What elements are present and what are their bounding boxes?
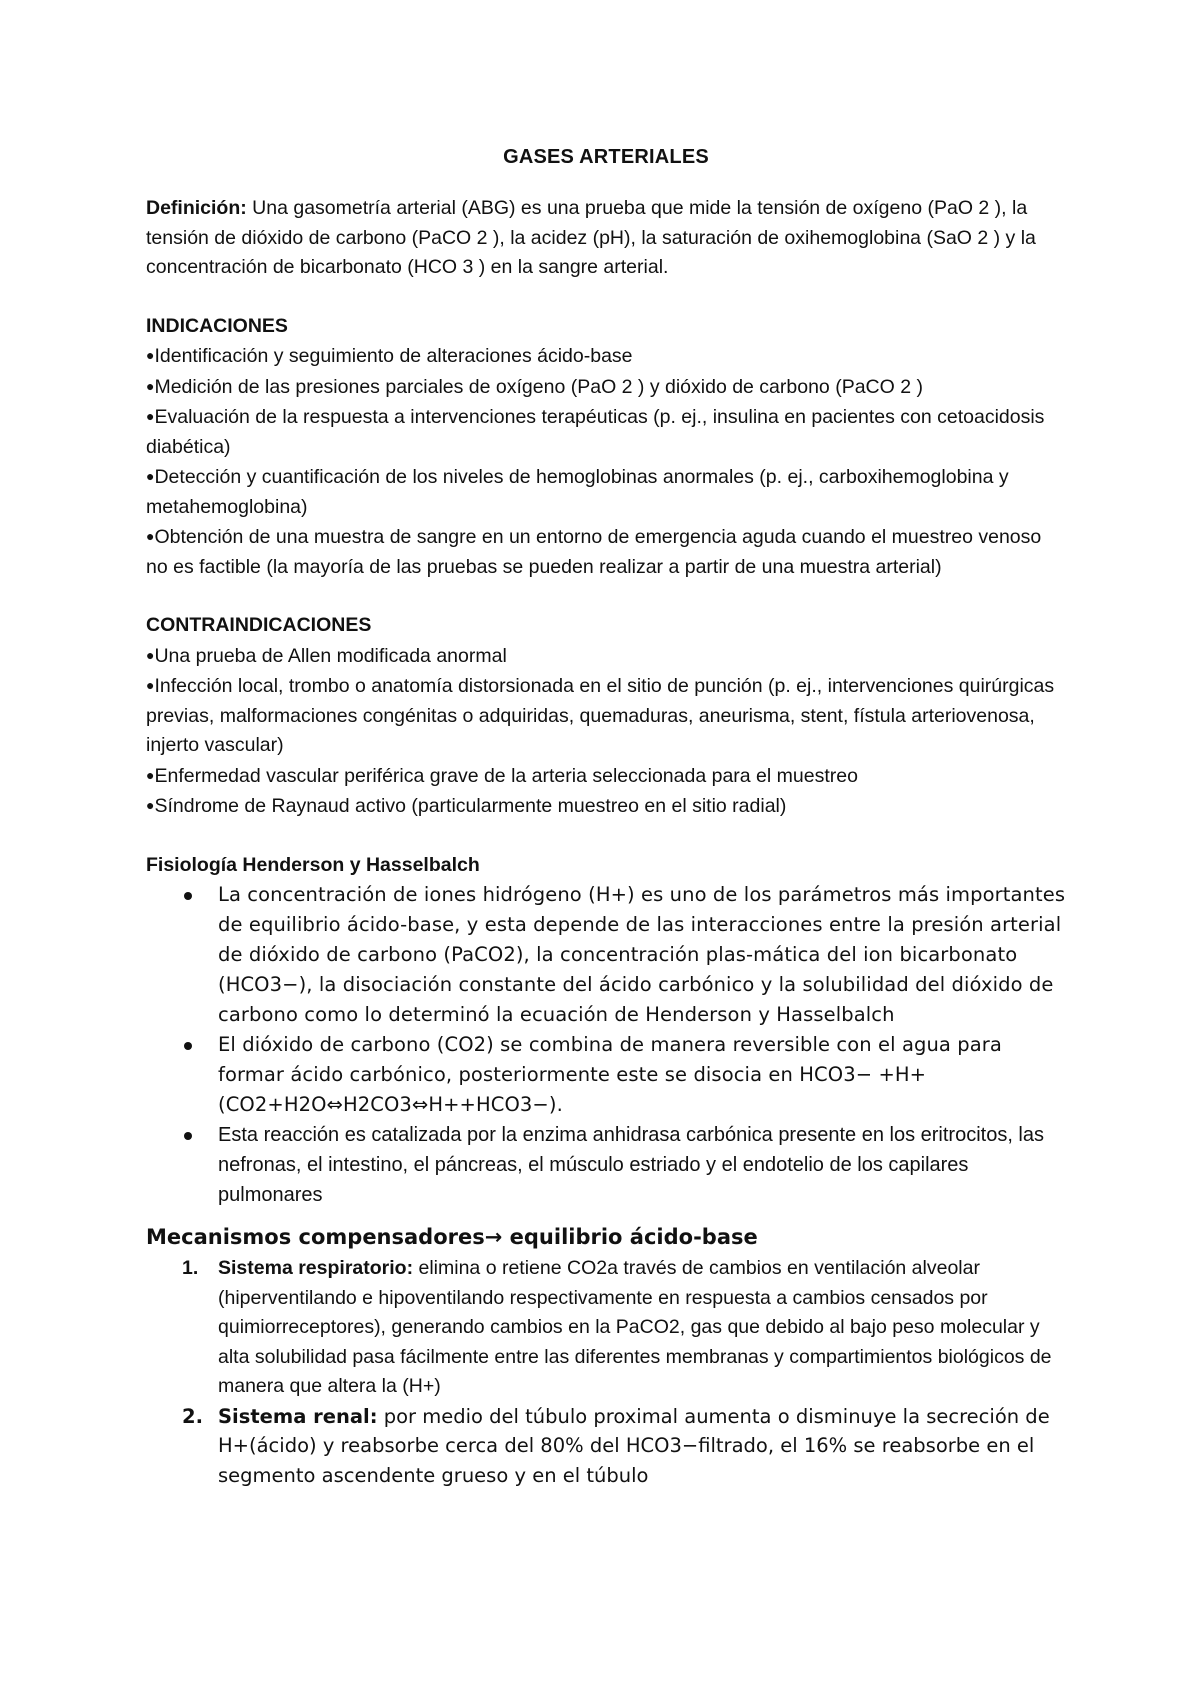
document-content xyxy=(146,142,1066,1490)
bullet-icon xyxy=(184,1132,192,1140)
bullet-icon: ● xyxy=(146,677,155,693)
item-label: Sistema renal: xyxy=(218,1404,378,1428)
spacer xyxy=(146,822,1066,851)
definition-label: Definición: xyxy=(146,197,247,219)
contraindicacion-item: ●Síndrome de Raynaud activo (particularmente muestreo en el sitio radial) xyxy=(146,795,787,817)
spacer xyxy=(146,283,1066,312)
indicacion-item: ●Evaluación de la respuesta a intervenciones terapéuticas (p. ej., insulina en pacientes con cetoacidosis diabética) xyxy=(146,406,1045,458)
list-number: 1. xyxy=(182,1257,199,1279)
contraindicacion-item: ●Enfermedad vascular periférica grave de la arteria seleccionada para el muestreo xyxy=(146,764,858,787)
indicacion-item: ●Medición de las presiones parciales de oxígeno (PaO 2 ) y dióxido de carbono (PaCO 2 ) xyxy=(146,375,923,398)
bullet-icon: ● xyxy=(146,646,155,663)
bullet-icon: ● xyxy=(146,528,155,544)
item-label: Sistema respiratorio: xyxy=(218,1257,414,1279)
list-number: 2. xyxy=(182,1404,203,1428)
list-item: 2. Sistema renal: por medio del túbulo proximal aumenta o disminuye la secreción de H+(ácido) y reabsorbe cerca del 80% del HCO3−filtrado, el 16% se reabsorbe en el segmento ascendente grueso y en el túbulo xyxy=(146,1402,1066,1491)
bullet-icon xyxy=(184,892,192,900)
bullet-icon: ● xyxy=(146,377,155,394)
indicaciones-heading: INDICACIONES xyxy=(146,314,288,337)
list-item: El dióxido de carbono (CO2) se combina de manera reversible con el agua para formar ácido carbónico, posteriormente este se disocia en HCO3− +H+(CO2+H2O⇔H2CO3⇔H++HCO3−). xyxy=(146,1030,1066,1120)
list-item: 1. Sistema respiratorio: elimina o retiene CO2a través de cambios en ventilación alveolar (hiperventilando e hipoventilando respectivamente en respuesta a cambios censados por quimiorreceptores), generando cambios en la PaCO2, gas que debido al bajo peso molecular y alta solubilidad pasa fácilmente entre las diferentes membranas y compartimientos biológicos de manera que altera la (H+) xyxy=(146,1254,1066,1402)
definition-text: Una gasometría arterial (ABG) es una prueba que mide la tensión de oxígeno (PaO 2 ), la tensión de dióxido de carbono (PaCO 2 ), la acidez (pH), la saturación de oxihemoglobina (SaO 2 ) y la concentración de bicarbonato (HCO 3 ) en la sangre arterial. xyxy=(146,197,1036,278)
list-item: Esta reacción es catalizada por la enzima anhidrasa carbónica presente en los eritrocitos, las nefronas, el intestino, el páncreas, el músculo estriado y el endotelio de los capilares pulmonares xyxy=(146,1120,1066,1210)
definition-paragraph xyxy=(146,194,1066,283)
bullet-icon: ● xyxy=(146,766,155,783)
indicacion-item: ●Identificación y seguimiento de alteraciones ácido-base xyxy=(146,345,633,367)
spacer xyxy=(146,582,1066,611)
contraindicaciones-heading: CONTRAINDICACIONES xyxy=(146,614,372,636)
page-title: GASES ARTERIALES xyxy=(503,146,709,168)
fisiologia-list xyxy=(146,880,1066,1210)
bullet-icon: ● xyxy=(146,347,155,363)
indicacion-item: ●Obtención de una muestra de sangre en un entorno de emergencia aguda cuando el muestreo venoso no es factible (la mayoría de las pruebas se pueden realizar a partir de una muestra arterial) xyxy=(146,526,1042,578)
bullet-icon: ● xyxy=(146,408,155,424)
mecanismos-heading: Mecanismos compensadores→ equilibrio ácido-base xyxy=(146,1225,758,1249)
contraindicacion-item: ●Infección local, trombo o anatomía distorsionada en el sitio de punción (p. ej., intervenciones quirúrgicas previas, malformaciones congénitas o adquiridas, quemaduras, aneurisma, stent, fístula arteriovenosa, injerto vascular) xyxy=(146,675,1055,756)
contraindicacion-item: ●Una prueba de Allen modificada anormal xyxy=(146,644,507,667)
fisiologia-heading: Fisiología Henderson y Hasselbalch xyxy=(146,853,480,876)
bullet-icon xyxy=(184,1042,192,1050)
indicacion-item: ●Detección y cuantificación de los niveles de hemoglobinas anormales (p. ej., carboxihemoglobina y metahemoglobina) xyxy=(146,466,1009,518)
bullet-icon: ● xyxy=(146,797,155,813)
mecanismos-list xyxy=(146,1254,1066,1490)
bullet-icon: ● xyxy=(146,468,155,484)
list-item: La concentración de iones hidrógeno (H+) es uno de los parámetros más importantes de equilibrio ácido-base, y esta depende de las interacciones entre la presión arterial de dióxido de carbono (PaCO2), la concentración plas-mática del ion bicarbonato (HCO3−), la disociación constante del ácido carbónico y la solubilidad del dióxido de carbono como lo determinó la ecuación de Henderson y Hasselbalch xyxy=(146,880,1066,1030)
